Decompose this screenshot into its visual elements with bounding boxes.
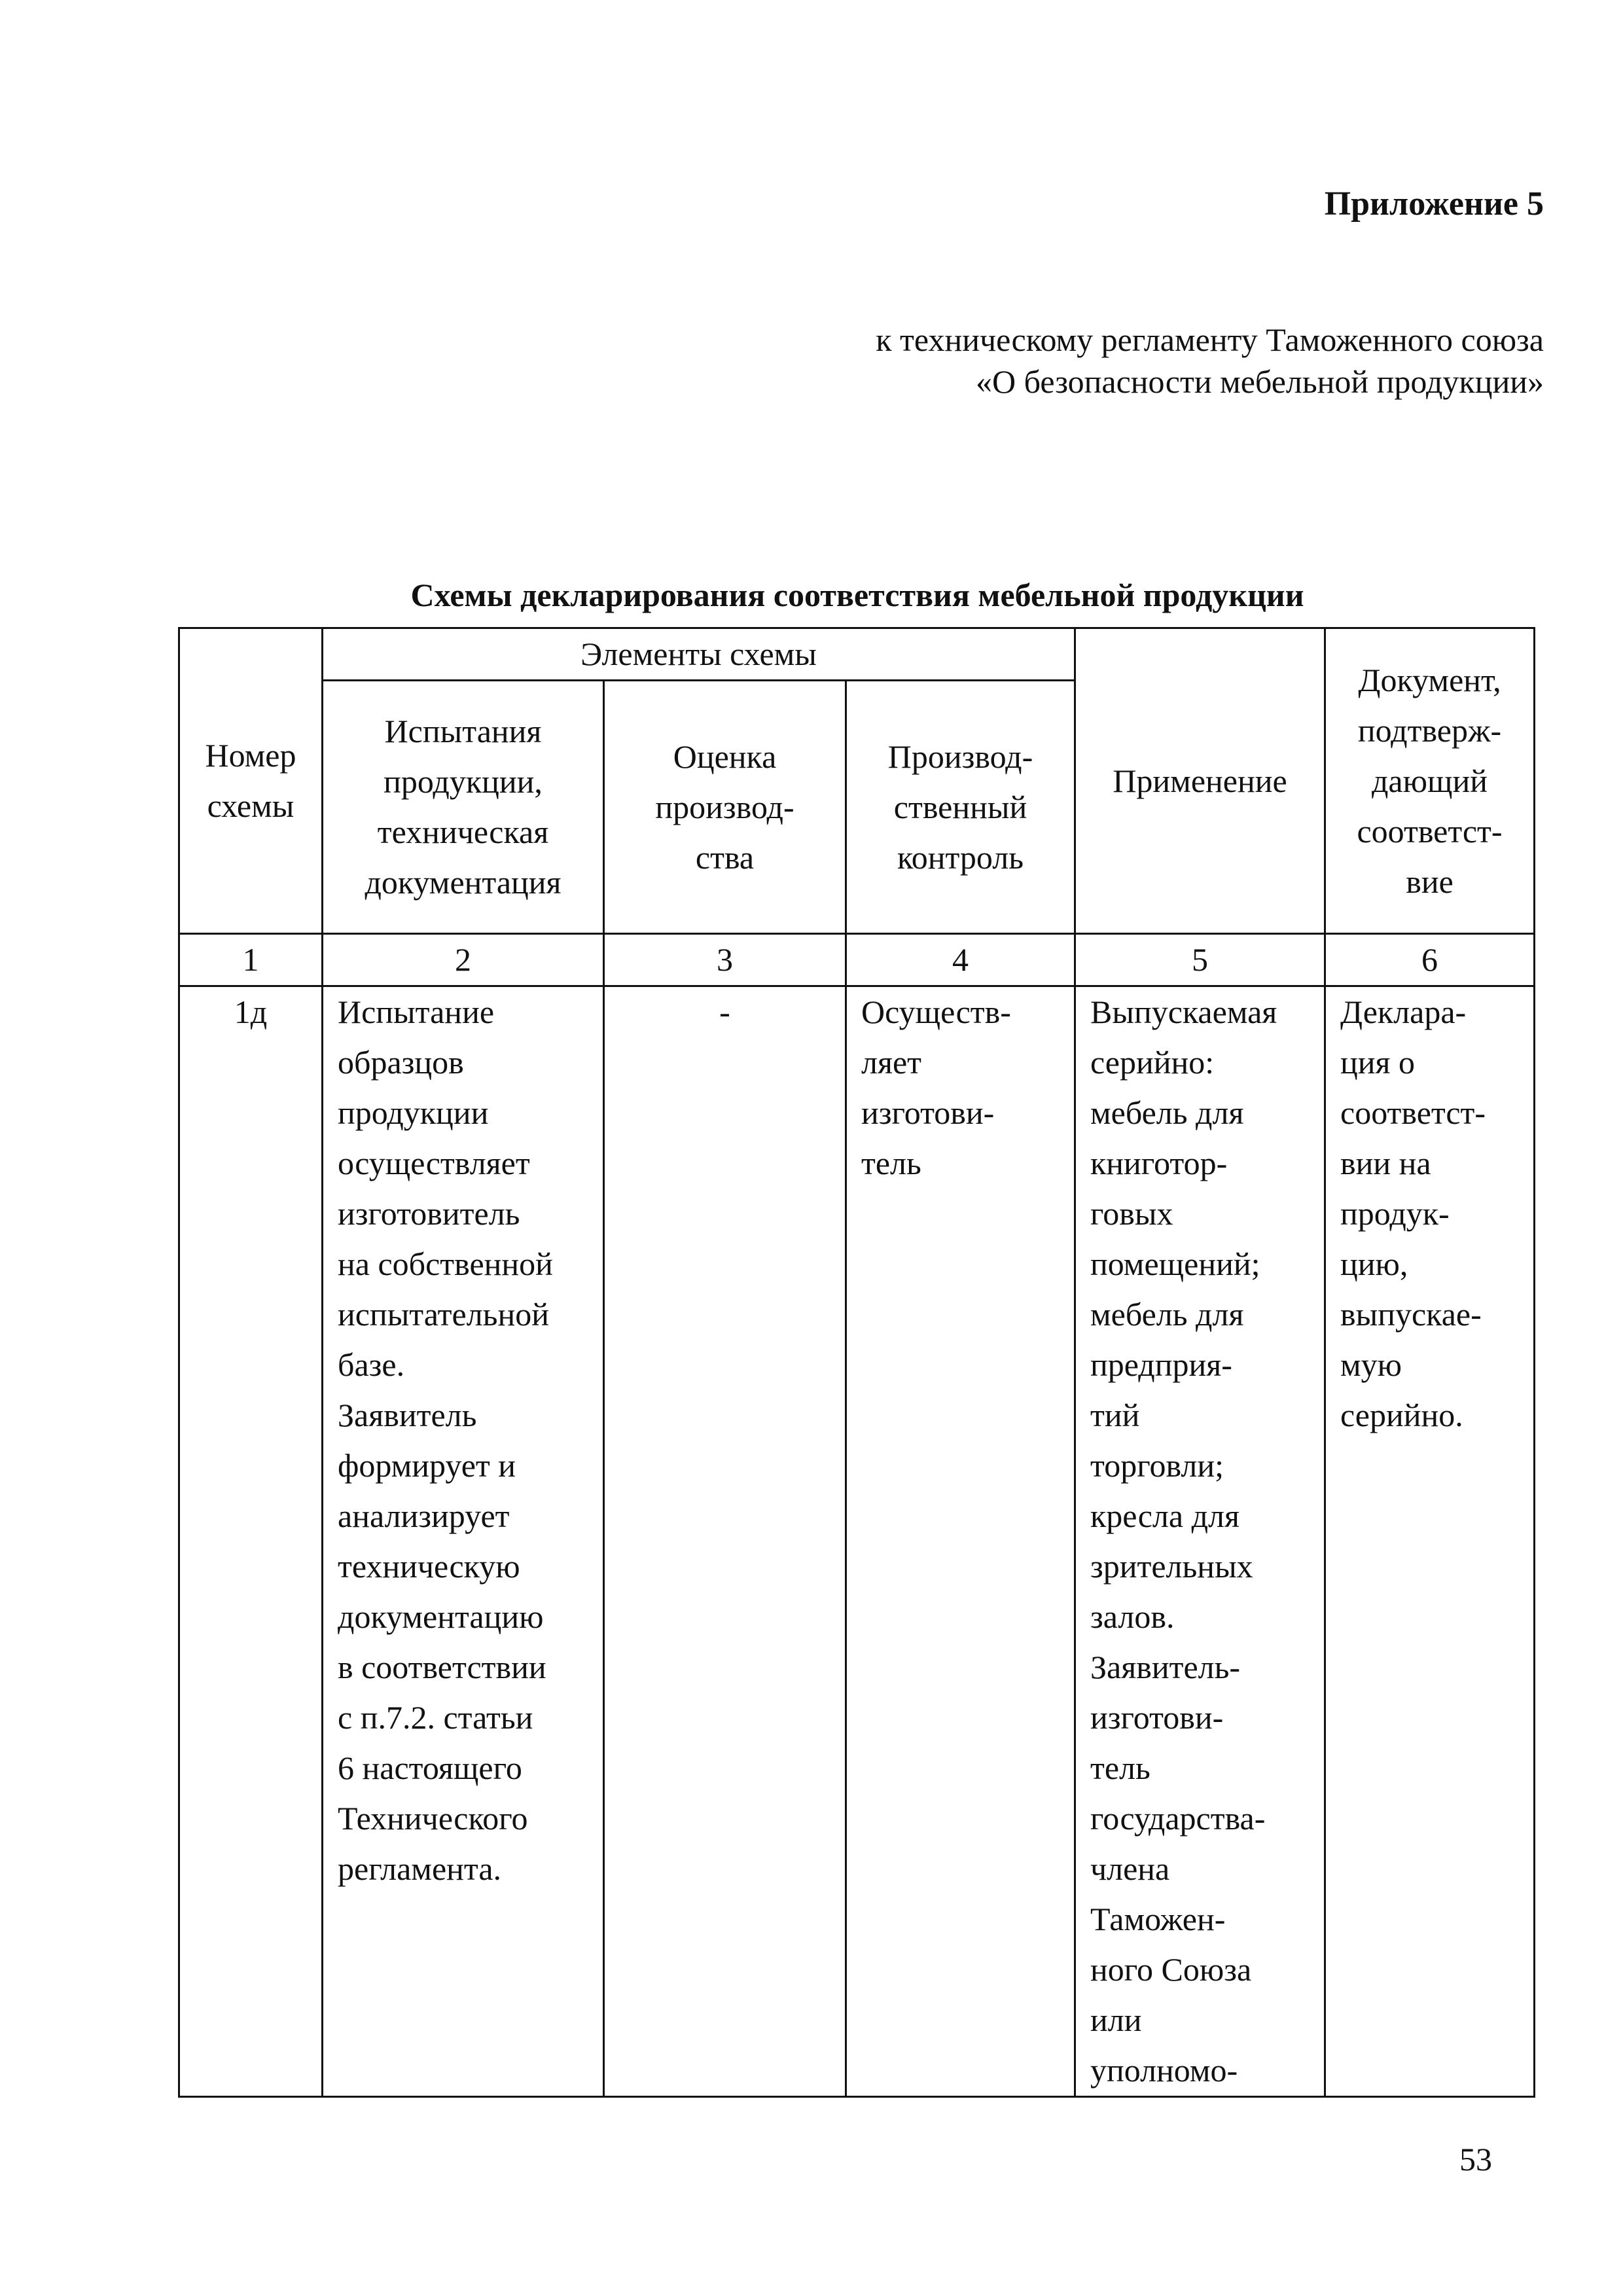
cell-line: зрительных: [1090, 1548, 1253, 1585]
cell-line: Технического: [338, 1800, 528, 1837]
column-number: 1: [179, 934, 323, 986]
cell-line: книготор-: [1090, 1145, 1228, 1181]
production-control-cell: [846, 986, 1075, 2097]
cell-line: мую: [1340, 1346, 1402, 1383]
regulation-reference-line: к техническому регламенту Таможенного союза: [876, 321, 1544, 358]
appendix-heading: Приложение 5: [1324, 185, 1544, 223]
cell-line: Заявитель: [338, 1397, 477, 1433]
column-number: 4: [846, 934, 1075, 986]
header-conformity-document: Документ, подтверж- дающий соответст- вие: [1325, 628, 1535, 934]
cell-line: Осуществ-: [861, 994, 1011, 1030]
page-number: 53: [1459, 2141, 1492, 2178]
header-product-testing: Испытания продукции, техническая документация: [323, 681, 604, 934]
cell-line: выпускае-: [1340, 1296, 1482, 1333]
column-number: 5: [1075, 934, 1325, 986]
header-application: Применение: [1075, 628, 1325, 934]
cell-line: Заявитель-: [1090, 1649, 1241, 1685]
conformity-document-cell: [1325, 986, 1535, 2097]
cell-line: на собственной: [338, 1246, 553, 1282]
cell-line: тий: [1090, 1397, 1140, 1433]
cell-line: мебель для: [1090, 1296, 1244, 1333]
column-number: 3: [604, 934, 846, 986]
cell-line: осуществляет: [338, 1145, 530, 1181]
scheme-number-cell: 1д: [179, 986, 323, 2097]
cell-line: предприя-: [1090, 1346, 1232, 1383]
table-row: [179, 986, 1535, 2097]
cell-line: ляет: [861, 1044, 921, 1081]
cell-line: ного Союза: [1090, 1951, 1252, 1988]
cell-line: документацию: [338, 1598, 544, 1635]
cell-line: техническую: [338, 1548, 520, 1585]
cell-line: базе.: [338, 1346, 405, 1383]
cell-line: изготови-: [861, 1094, 995, 1131]
cell-line: тель: [1090, 1749, 1150, 1786]
declaration-schemes-table: [178, 627, 1535, 2098]
production-assessment-cell: -: [604, 986, 846, 2097]
cell-line: серийно.: [1340, 1397, 1463, 1433]
table-title: Схемы декларирования соответствия мебельной продукции: [410, 577, 1304, 613]
cell-line: залов.: [1090, 1598, 1175, 1635]
cell-line: серийно:: [1090, 1044, 1215, 1081]
cell-line: кресла для: [1090, 1498, 1240, 1534]
cell-line: соответст-: [1340, 1094, 1486, 1131]
cell-line: Деклара-: [1340, 994, 1467, 1030]
cell-line: говых: [1090, 1195, 1173, 1232]
cell-line: анализирует: [338, 1498, 510, 1534]
cell-line: государства-: [1090, 1800, 1266, 1837]
header-scheme-elements: Элементы схемы: [323, 628, 1075, 681]
cell-line: образцов: [338, 1044, 464, 1081]
cell-line: 6 настоящего: [338, 1749, 522, 1786]
application-cell: [1075, 986, 1325, 2097]
table-header-row: [179, 628, 1535, 681]
cell-line: уполномо-: [1090, 2052, 1238, 2089]
cell-line: помещений;: [1090, 1246, 1260, 1282]
cell-line: или: [1090, 2001, 1142, 2038]
cell-line: изготовитель: [338, 1195, 520, 1232]
column-number-row: [179, 934, 1535, 986]
cell-line: в соответствии: [338, 1649, 546, 1685]
product-testing-cell: [323, 986, 604, 2097]
cell-line: изготови-: [1090, 1699, 1224, 1736]
cell-line: формирует и: [338, 1447, 516, 1484]
cell-line: тель: [861, 1145, 921, 1181]
cell-line: Испытание: [338, 994, 495, 1030]
cell-line: торговли;: [1090, 1447, 1224, 1484]
cell-line: Таможен-: [1090, 1901, 1226, 1937]
cell-line: регламента.: [338, 1850, 502, 1887]
column-number: 2: [323, 934, 604, 986]
cell-line: испытательной: [338, 1296, 549, 1333]
header-production-assessment: Оценка производ- ства: [604, 681, 846, 934]
cell-line: продук-: [1340, 1195, 1450, 1232]
cell-line: вии на: [1340, 1145, 1431, 1181]
header-production-control: Производ- ственный контроль: [846, 681, 1075, 934]
cell-line: продукции: [338, 1094, 489, 1131]
cell-line: цию,: [1340, 1246, 1408, 1282]
regulation-reference-line: «О безопасности мебельной продукции»: [976, 363, 1544, 400]
header-scheme-number: Номер схемы: [179, 628, 323, 934]
cell-line: мебель для: [1090, 1094, 1244, 1131]
cell-line: ция о: [1340, 1044, 1416, 1081]
regulation-reference: [876, 319, 1544, 403]
cell-line: с п.7.2. статьи: [338, 1699, 533, 1736]
cell-line: Выпускаемая: [1090, 994, 1277, 1030]
cell-line: члена: [1090, 1850, 1170, 1887]
column-number: 6: [1325, 934, 1535, 986]
